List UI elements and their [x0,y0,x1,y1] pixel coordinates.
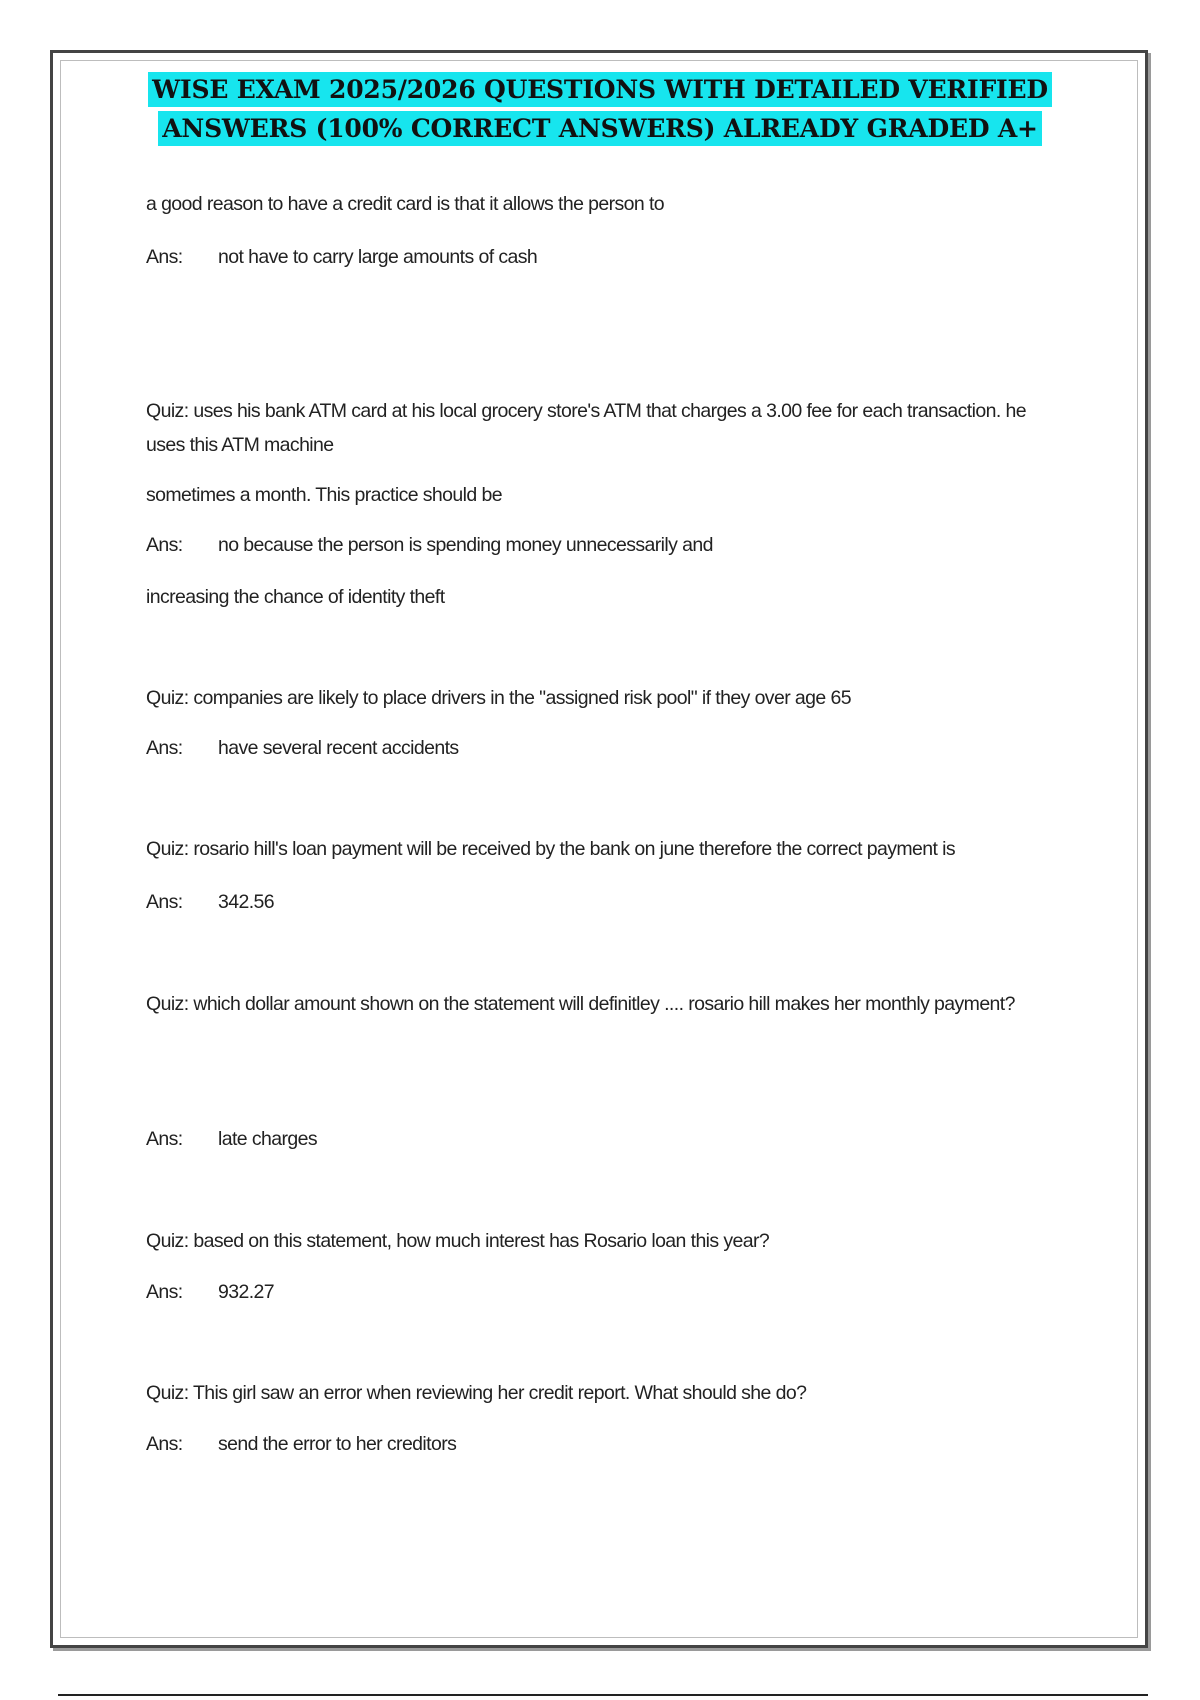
answer-text: 342.56 [218,891,275,913]
title-line-1: WISE EXAM 2025/2026 QUESTIONS WITH DETAILED VERIFIED [148,72,1052,107]
answer-label: Ans: [146,1281,183,1303]
answer-5 [146,1128,317,1151]
answer-2 [146,534,713,557]
answer-text: late charges [218,1128,318,1150]
answer-text: have several recent accidents [218,737,459,759]
question-1: a good reason to have a credit card is that it allows the person to [146,193,665,215]
answer-1 [146,246,537,269]
answer-text: send the error to her creditors [218,1433,457,1455]
question-2-continued: sometimes a month. This practice should be [146,484,502,506]
answer-text: no because the person is spending money unnecessarily and [218,534,713,556]
answer-label: Ans: [146,1433,183,1455]
answer-2-continued: increasing the chance of identity theft [146,586,445,608]
answer-4 [146,891,274,914]
answer-6 [146,1281,274,1304]
answer-3 [146,737,459,760]
answer-7 [146,1433,456,1456]
question-7: Quiz: This girl saw an error when reviewing her credit report. What should she do? [146,1382,807,1404]
answer-label: Ans: [146,891,183,913]
question-5: Quiz: which dollar amount shown on the statement will definitley .... rosario hill makes her monthly payment? [146,993,1015,1015]
answer-text: 932.27 [218,1281,275,1303]
answer-text: not have to carry large amounts of cash [218,246,538,268]
document-title [0,72,1200,150]
question-6: Quiz: based on this statement, how much interest has Rosario loan this year? [146,1230,770,1252]
question-3: Quiz: companies are likely to place drivers in the "assigned risk pool" if they over age 65 [146,687,851,709]
question-2: Quiz: uses his bank ATM card at his local grocery store's ATM that charges a 3.00 fee for each transaction. he uses this ATM machine [146,400,1026,456]
answer-label: Ans: [146,534,183,556]
answer-label: Ans: [146,246,183,268]
answer-label: Ans: [146,1128,183,1150]
answer-label: Ans: [146,737,183,759]
question-4: Quiz: rosario hill's loan payment will be received by the bank on june therefore the correct payment is [146,838,956,860]
bottom-rule [58,1694,1148,1696]
title-line-2: ANSWERS (100% CORRECT ANSWERS) ALREADY GRADED A+ [158,111,1042,146]
